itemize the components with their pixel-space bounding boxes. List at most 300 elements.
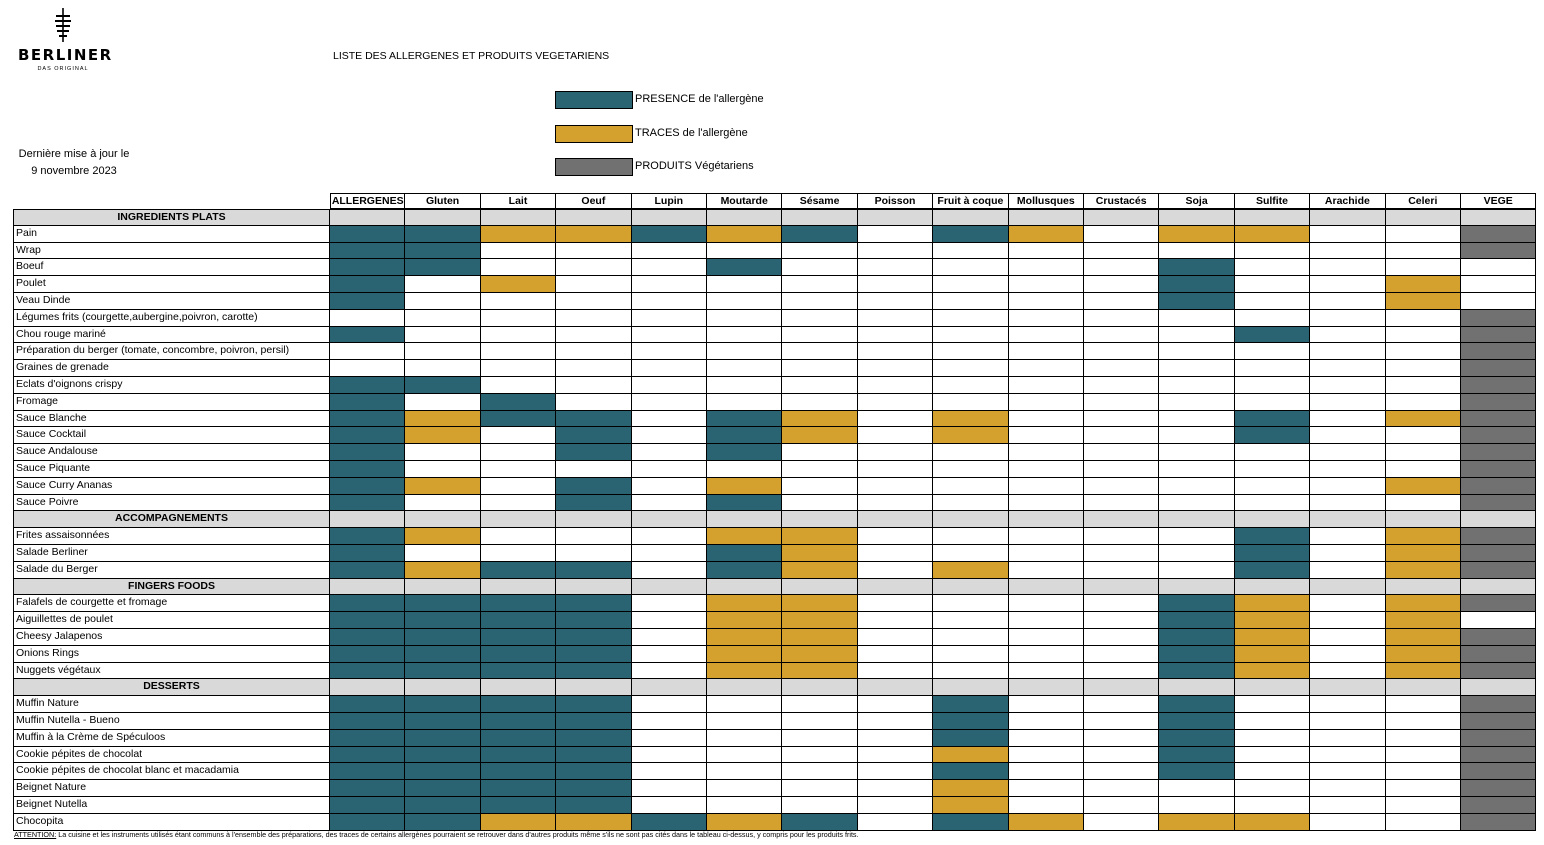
traces-cell [556, 814, 631, 831]
empty-cell [1310, 663, 1385, 680]
empty-cell [1386, 343, 1461, 360]
presence-cell [782, 814, 857, 831]
column-header: Moutarde [707, 193, 782, 209]
empty-cell [1009, 713, 1084, 730]
empty-cell [782, 696, 857, 713]
section-cell [707, 209, 782, 226]
row-label: Eclats d'oignons crispy [13, 377, 330, 394]
presence-cell [330, 780, 405, 797]
presence-cell [330, 629, 405, 646]
empty-cell [556, 259, 631, 276]
legend-label-traces: TRACES de l'allergène [635, 127, 748, 139]
legend-label-presence: PRESENCE de l'allergène [635, 93, 764, 105]
vegetarian-cell [1461, 730, 1536, 747]
section-cell [858, 209, 933, 226]
empty-cell [933, 629, 1008, 646]
vegetarian-cell [1461, 814, 1536, 831]
presence-cell [707, 444, 782, 461]
empty-cell [632, 310, 707, 327]
presence-cell [330, 646, 405, 663]
empty-cell [1235, 259, 1310, 276]
section-cell [1159, 679, 1234, 696]
empty-cell [1386, 226, 1461, 243]
section-cell [1084, 579, 1159, 596]
section-cell [632, 209, 707, 226]
presence-cell [481, 663, 556, 680]
presence-cell [481, 629, 556, 646]
empty-cell [1009, 612, 1084, 629]
presence-cell [481, 747, 556, 764]
row-label: Beignet Nature [13, 780, 330, 797]
empty-cell [1159, 427, 1234, 444]
presence-cell [1235, 427, 1310, 444]
empty-cell [1084, 595, 1159, 612]
presence-cell [405, 713, 480, 730]
presence-cell [330, 545, 405, 562]
legend-swatch-vegetarian [555, 158, 633, 176]
empty-cell [405, 360, 480, 377]
traces-cell [1386, 545, 1461, 562]
presence-cell [933, 730, 1008, 747]
empty-cell [707, 243, 782, 260]
empty-cell [632, 562, 707, 579]
column-header: Soja [1159, 193, 1234, 209]
empty-cell [1084, 377, 1159, 394]
empty-cell [782, 276, 857, 293]
presence-cell [707, 259, 782, 276]
attention-prefix: ATTENTION: [14, 830, 57, 839]
section-cell [707, 511, 782, 528]
presence-cell [1159, 730, 1234, 747]
row-label: Falafels de courgette et fromage [13, 595, 330, 612]
empty-cell [782, 730, 857, 747]
row-label: Veau Dinde [13, 293, 330, 310]
presence-cell [330, 495, 405, 512]
row-label: Pain [13, 226, 330, 243]
presence-cell [405, 646, 480, 663]
presence-cell [556, 495, 631, 512]
section-cell [707, 579, 782, 596]
traces-cell [933, 562, 1008, 579]
section-cell [556, 511, 631, 528]
empty-cell [632, 629, 707, 646]
presence-cell [405, 612, 480, 629]
empty-cell [1009, 528, 1084, 545]
presence-cell [556, 444, 631, 461]
empty-cell [1310, 259, 1385, 276]
empty-cell [632, 696, 707, 713]
traces-cell [405, 528, 480, 545]
empty-cell [858, 276, 933, 293]
empty-cell [1310, 545, 1385, 562]
section-cell [556, 679, 631, 696]
empty-cell [1084, 545, 1159, 562]
row-label: Sauce Curry Ananas [13, 478, 330, 495]
traces-cell [707, 612, 782, 629]
presence-cell [782, 226, 857, 243]
vegetarian-cell [1461, 763, 1536, 780]
row-label: Poulet [13, 276, 330, 293]
empty-cell [933, 259, 1008, 276]
empty-cell [782, 495, 857, 512]
empty-cell [632, 545, 707, 562]
empty-cell [1310, 780, 1385, 797]
traces-cell [782, 528, 857, 545]
presence-cell [933, 814, 1008, 831]
empty-cell [405, 343, 480, 360]
empty-cell [858, 310, 933, 327]
empty-cell [1159, 780, 1234, 797]
empty-cell [1386, 327, 1461, 344]
empty-cell [632, 259, 707, 276]
section-cell [1461, 579, 1536, 596]
traces-cell [782, 612, 857, 629]
traces-cell [707, 226, 782, 243]
empty-cell [707, 327, 782, 344]
empty-cell [1084, 394, 1159, 411]
empty-cell [1386, 259, 1461, 276]
presence-cell [330, 713, 405, 730]
traces-cell [933, 797, 1008, 814]
section-cell [1009, 511, 1084, 528]
presence-cell [330, 730, 405, 747]
section-cell [330, 209, 405, 226]
empty-cell [481, 343, 556, 360]
row-label: Muffin Nature [13, 696, 330, 713]
row-label: Légumes frits (courgette,aubergine,poivron, carotte) [13, 310, 330, 327]
presence-cell [556, 797, 631, 814]
section-cell [1310, 679, 1385, 696]
empty-cell [933, 495, 1008, 512]
section-cell [858, 679, 933, 696]
empty-cell [1310, 293, 1385, 310]
empty-cell [1084, 343, 1159, 360]
vegetarian-cell [1461, 411, 1536, 428]
empty-cell [1084, 461, 1159, 478]
presence-cell [556, 646, 631, 663]
empty-cell [1386, 763, 1461, 780]
empty-cell [1009, 293, 1084, 310]
traces-cell [933, 780, 1008, 797]
traces-cell [405, 478, 480, 495]
empty-cell [1159, 243, 1234, 260]
presence-cell [933, 696, 1008, 713]
empty-cell [707, 797, 782, 814]
row-label: Frites assaisonnées [13, 528, 330, 545]
presence-cell [556, 780, 631, 797]
empty-cell [707, 713, 782, 730]
empty-cell [481, 310, 556, 327]
empty-cell [858, 528, 933, 545]
empty-cell [1084, 444, 1159, 461]
empty-cell [1386, 243, 1461, 260]
presence-cell [405, 226, 480, 243]
section-cell [1235, 579, 1310, 596]
vegetarian-cell [1461, 394, 1536, 411]
empty-cell [556, 293, 631, 310]
empty-cell [556, 327, 631, 344]
presence-cell [405, 696, 480, 713]
row-label: Onions Rings [13, 646, 330, 663]
empty-cell [782, 444, 857, 461]
empty-cell [1310, 763, 1385, 780]
traces-cell [1386, 478, 1461, 495]
empty-cell [632, 595, 707, 612]
presence-cell [330, 276, 405, 293]
empty-cell [1310, 243, 1385, 260]
section-cell [330, 511, 405, 528]
empty-cell [556, 276, 631, 293]
traces-cell [1386, 612, 1461, 629]
empty-cell [405, 394, 480, 411]
empty-cell [330, 360, 405, 377]
empty-cell [1235, 310, 1310, 327]
kebab-skewer-icon [53, 8, 73, 42]
column-header: Lait [481, 193, 556, 209]
presence-cell [1159, 276, 1234, 293]
empty-cell [858, 562, 933, 579]
empty-cell [481, 461, 556, 478]
empty-cell [1386, 780, 1461, 797]
section-cell [782, 511, 857, 528]
empty-cell [782, 780, 857, 797]
section-cell [1310, 209, 1385, 226]
row-label: Sauce Piquante [13, 461, 330, 478]
traces-cell [782, 595, 857, 612]
empty-cell [1310, 495, 1385, 512]
presence-cell [330, 663, 405, 680]
section-cell [1461, 209, 1536, 226]
empty-cell [481, 293, 556, 310]
empty-cell [858, 293, 933, 310]
empty-cell [1310, 394, 1385, 411]
empty-cell [1084, 360, 1159, 377]
empty-cell [1009, 696, 1084, 713]
empty-cell [1386, 377, 1461, 394]
row-label: Graines de grenade [13, 360, 330, 377]
empty-cell [858, 478, 933, 495]
empty-cell [1310, 713, 1385, 730]
presence-cell [481, 646, 556, 663]
section-cell [330, 579, 405, 596]
section-header: ACCOMPAGNEMENTS [13, 511, 330, 528]
traces-cell [707, 646, 782, 663]
empty-cell [1310, 562, 1385, 579]
empty-cell [1084, 528, 1159, 545]
empty-cell [1235, 797, 1310, 814]
row-label: Préparation du berger (tomate, concombre, poivron, persil) [13, 343, 330, 360]
vegetarian-cell [1461, 310, 1536, 327]
presence-cell [933, 763, 1008, 780]
section-cell [632, 511, 707, 528]
presence-cell [707, 495, 782, 512]
empty-cell [1084, 814, 1159, 831]
empty-cell [1235, 293, 1310, 310]
column-header: Fruit à coque [933, 193, 1008, 209]
traces-cell [1386, 276, 1461, 293]
vegetarian-cell [1461, 780, 1536, 797]
empty-cell [858, 780, 933, 797]
empty-cell [481, 243, 556, 260]
presence-cell [632, 814, 707, 831]
column-header: Poisson [858, 193, 933, 209]
presence-cell [556, 478, 631, 495]
traces-cell [405, 562, 480, 579]
empty-cell [1159, 797, 1234, 814]
empty-cell [1084, 696, 1159, 713]
empty-cell [1235, 495, 1310, 512]
section-cell [1159, 209, 1234, 226]
row-label: Sauce Cocktail [13, 427, 330, 444]
presence-cell [481, 780, 556, 797]
empty-cell [1084, 730, 1159, 747]
presence-cell [405, 763, 480, 780]
section-cell [1084, 679, 1159, 696]
empty-cell [1009, 327, 1084, 344]
vegetarian-cell [1461, 360, 1536, 377]
empty-cell [1310, 343, 1385, 360]
empty-cell [1310, 276, 1385, 293]
empty-cell [858, 427, 933, 444]
empty-cell [707, 360, 782, 377]
logo [18, 8, 113, 72]
traces-cell [1235, 814, 1310, 831]
presence-cell [330, 814, 405, 831]
section-cell [1310, 579, 1385, 596]
empty-cell [782, 713, 857, 730]
empty-cell [933, 646, 1008, 663]
section-cell [556, 209, 631, 226]
empty-cell [632, 327, 707, 344]
empty-cell [1084, 276, 1159, 293]
empty-cell [858, 713, 933, 730]
empty-cell [1084, 629, 1159, 646]
empty-cell [1159, 545, 1234, 562]
empty-cell [933, 243, 1008, 260]
empty-cell [707, 377, 782, 394]
empty-cell [1235, 713, 1310, 730]
empty-cell [782, 461, 857, 478]
empty-cell [1084, 763, 1159, 780]
section-cell [1084, 511, 1159, 528]
empty-cell [1084, 797, 1159, 814]
empty-cell [1386, 814, 1461, 831]
last-update-label: Dernière mise à jour le [18, 148, 130, 160]
empty-cell [858, 730, 933, 747]
empty-cell [858, 595, 933, 612]
empty-cell [858, 797, 933, 814]
traces-cell [782, 545, 857, 562]
traces-cell [1235, 612, 1310, 629]
presence-cell [556, 713, 631, 730]
empty-cell [1159, 377, 1234, 394]
empty-cell [858, 377, 933, 394]
empty-cell [632, 427, 707, 444]
row-label: Muffin Nutella - Bueno [13, 713, 330, 730]
presence-cell [1159, 696, 1234, 713]
presence-cell [632, 226, 707, 243]
empty-cell [330, 343, 405, 360]
empty-cell [1235, 478, 1310, 495]
column-header: Arachide [1310, 193, 1385, 209]
presence-cell [405, 747, 480, 764]
traces-cell [1235, 226, 1310, 243]
section-header: DESSERTS [13, 679, 330, 696]
row-label: Wrap [13, 243, 330, 260]
empty-cell [1009, 763, 1084, 780]
presence-cell [405, 797, 480, 814]
empty-cell [858, 226, 933, 243]
presence-cell [556, 663, 631, 680]
empty-cell [1159, 394, 1234, 411]
presence-cell [330, 478, 405, 495]
empty-cell [933, 545, 1008, 562]
column-header: ALLERGENES [331, 195, 404, 207]
section-cell [405, 579, 480, 596]
empty-cell [933, 377, 1008, 394]
empty-cell [782, 293, 857, 310]
empty-cell [1009, 663, 1084, 680]
presence-cell [556, 427, 631, 444]
empty-cell [1235, 461, 1310, 478]
row-label: Chocopita [13, 814, 330, 831]
vegetarian-cell [1461, 327, 1536, 344]
empty-cell [556, 394, 631, 411]
empty-cell [933, 612, 1008, 629]
presence-cell [556, 411, 631, 428]
empty-cell [1084, 478, 1159, 495]
empty-cell [632, 797, 707, 814]
empty-cell [782, 243, 857, 260]
empty-cell [1009, 730, 1084, 747]
vegetarian-cell [1461, 713, 1536, 730]
empty-cell [1159, 528, 1234, 545]
brand-tagline: DAS ORIGINAL [37, 66, 89, 72]
traces-cell [1009, 814, 1084, 831]
empty-cell [1009, 478, 1084, 495]
section-cell [1159, 511, 1234, 528]
row-label: Cookie pépites de chocolat [13, 747, 330, 764]
empty-cell [1461, 276, 1536, 293]
empty-cell [707, 780, 782, 797]
presence-cell [405, 814, 480, 831]
presence-cell [330, 243, 405, 260]
presence-cell [556, 696, 631, 713]
traces-cell [1386, 293, 1461, 310]
vegetarian-cell [1461, 343, 1536, 360]
empty-cell [481, 545, 556, 562]
empty-cell [405, 310, 480, 327]
traces-cell [1159, 814, 1234, 831]
presence-cell [330, 763, 405, 780]
empty-cell [858, 461, 933, 478]
empty-cell [933, 293, 1008, 310]
column-header: Gluten [405, 193, 480, 209]
section-cell [405, 209, 480, 226]
section-cell [933, 209, 1008, 226]
empty-cell [632, 730, 707, 747]
empty-cell [632, 747, 707, 764]
empty-cell [1310, 377, 1385, 394]
section-cell [1386, 679, 1461, 696]
empty-cell [1235, 276, 1310, 293]
section-cell [782, 679, 857, 696]
presence-cell [707, 427, 782, 444]
empty-cell [481, 360, 556, 377]
empty-cell [858, 814, 933, 831]
traces-cell [1386, 663, 1461, 680]
traces-cell [782, 562, 857, 579]
